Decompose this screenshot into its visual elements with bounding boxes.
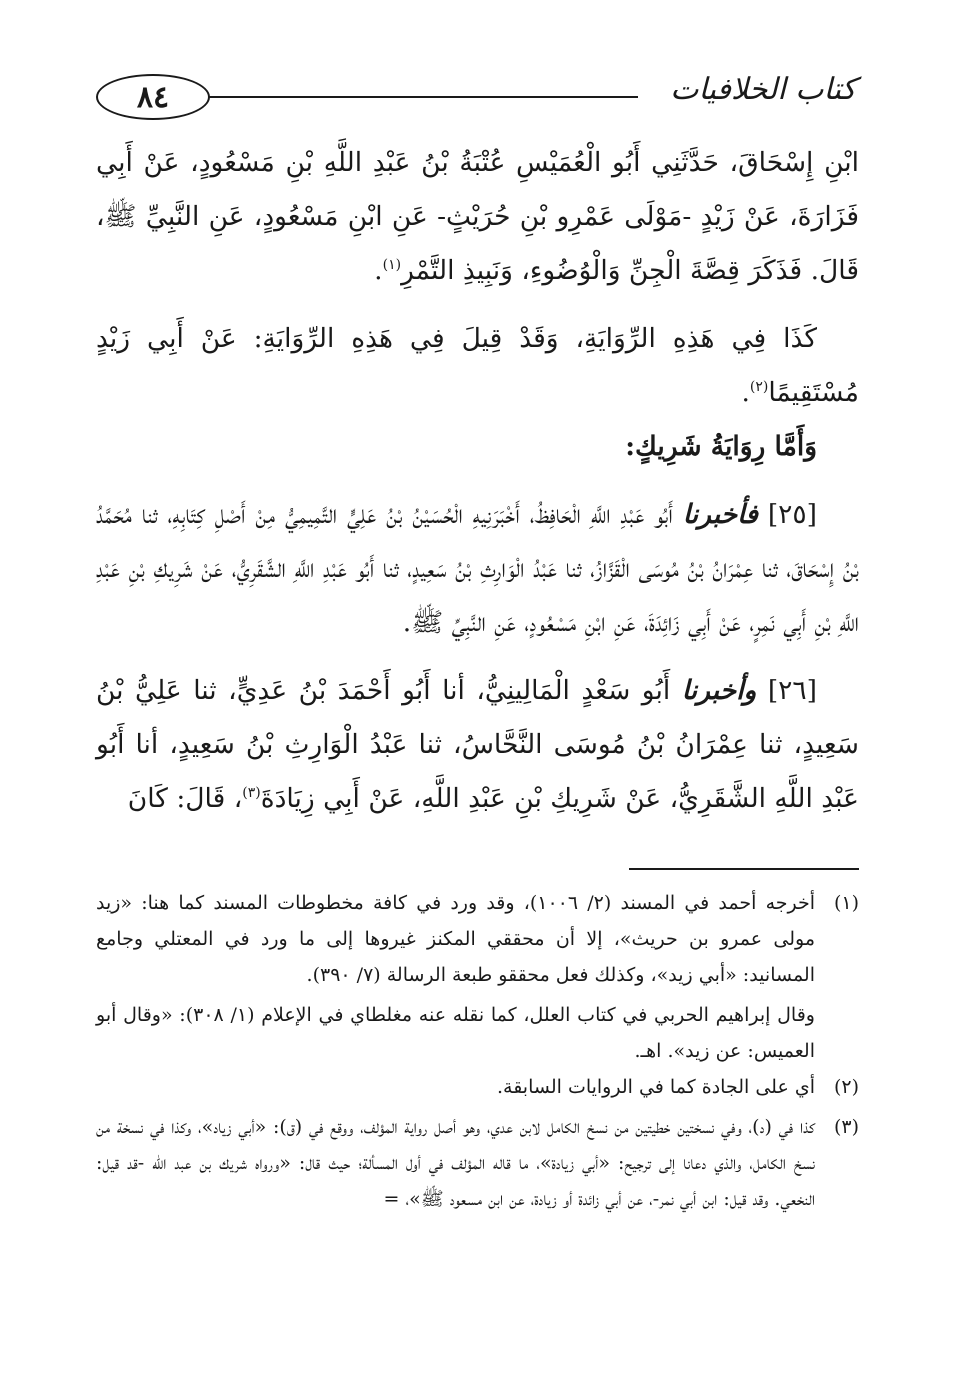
footnote-2 [96, 1069, 859, 1105]
footnote-ref-3[interactable]: (٣) [242, 785, 261, 802]
footnote-1 [96, 885, 859, 993]
book-title: كتاب الخلافيات [670, 72, 856, 107]
footnote-text: أخرجه أحمد في المسند (٢/ ١٠٠٦)، وقد ورد في كافة مخطوطات المسند كما هنا: «زيد مولى عمرو بن حريث»، إلا أن محققي المكنز غيروها إلى ما ورد في المعتلي وجامع المسانيد: «أبي زيد»، وكذلك فعل محققو طبعة الرسالة (٧/ ٣٩٠). [96, 892, 816, 986]
hadith-26: [٢٦] وأخبرنا أَبُو سَعْدٍ الْمَالِينِيُّ، أنا أَبُو أَحْمَدَ بْنُ عَدِيٍّ، ثنا عَلِيُّ بْنُ سَعِيدٍ، ثنا عِمْرَانُ بْنُ مُوسَى النَّحَّاسُ، ثنا عَبْدُ الْوَارِثِ بْنُ سَعِيدٍ، أنا أَبُو عَبْدِ اللَّهِ الشَّقَرِيُّ، عَنْ شَرِيكِ بْنِ عَبْدِ اللَّهِ، عَنْ أَبِي زِيَادَةَ$^{(٣)}$، قَالَ: كَانَ [96, 675, 859, 814]
footnote-text: أي على الجادة كما في الروايات السابقة. [496, 1076, 815, 1098]
page-header [96, 70, 856, 126]
hadith-25-text: أَبُو عَبْدِ اللَّهِ الْحَافِظُ، أَخْبَرَنِيهِ الْحُسَيْنُ بْنُ عَلِيٍّ التَّمِيمِيُّ مِنْ أَصْلِ كِتَابِهِ، ثنا مُحَمَّدُ بْنُ إِسْحَاقَ، ثنا عِمْرَانُ بْنُ مُوسَى الْقَزَّازُ، ثنا عَبْدُ الْوَارِثِ بْنُ سَعِيدٍ، ثنا أَبُو عَبْدِ اللَّهِ الشَّقَرِيُّ، عَنْ شَرِيكِ بْنِ عَبْدِ اللَّهِ بْنِ أَبِي نَمِرٍ، عَنْ أَبِي زَائِدَةَ، عَنِ ابْنِ مَسْعُودٍ، عَنِ النَّبِيِّ ﷺ. [96, 499, 859, 638]
footnote-text: كذا في (د)، وفي نسختين خطيتين من نسخ الكامل لابن عدي، وهو أصل رواية المؤلف، ووقع في (ق): «أبي زياد»، وكذا في نسخة من نسخ الكامل، والذي دعانا إلى ترجيح: «أبي زيادة»، ما قاله المؤلف في أول المسألة؛ حيث قال: «ورواه شريك بن عبد الله -قد قيل: النخعي. وقد قيل: ابن أبي نمر-، عن أبي زائدة أو زيادة، عن ابن مسعود ﷺ»، = [96, 1116, 815, 1210]
footnote-number: (٢) [833, 1076, 859, 1098]
hadith-number-26: [٢٦] [767, 675, 817, 706]
hadith-26-text: أَبُو سَعْدٍ الْمَالِينِيُّ، أنا أَبُو أَحْمَدَ بْنُ عَدِيٍّ، ثنا عَلِيُّ بْنُ سَعِيدٍ، ثنا عِمْرَانُ بْنُ مُوسَى النَّحَّاسُ، ثنا عَبْدُ الْوَارِثِ بْنُ سَعِيدٍ، أنا أَبُو عَبْدِ اللَّهِ الشَّقَرِيُّ، عَنْ شَرِيكِ بْنِ عَبْدِ اللَّهِ، عَنْ أَبِي زِيَادَةَ [96, 675, 859, 814]
footnote-number: (٣) [833, 1116, 859, 1138]
hadith-25-verb: فأخبرنا [682, 499, 758, 530]
footnote-1-continuation: وقال إبراهيم الحربي في كتاب العلل، كما نقله عنه مغلطاي في الإعلام (١/ ٣٠٨): «وقال أبو العميس: عن زيد». اهـ. [96, 1004, 815, 1062]
footnote-separator [629, 868, 859, 870]
header-rule [208, 96, 638, 98]
page-number: ٨٤ [136, 79, 170, 115]
hadith-26-verb: وأخبرنا [681, 675, 757, 706]
main-text [96, 136, 859, 826]
footnote-ref-2[interactable]: (٢) [749, 379, 769, 396]
footnote-ref-1[interactable]: (١) [382, 257, 402, 274]
hadith-number-25: [٢٥] [767, 499, 817, 530]
page-number-oval [96, 74, 210, 120]
footnote-number: (١) [833, 892, 859, 914]
section-heading: وَأَمَّا رِوَايَةُ شَرِيكٍ: [625, 431, 817, 462]
hadith-25 [96, 488, 859, 650]
paragraph-1: ابْنِ إِسْحَاقَ، حَدَّثَنِي أَبُو الْعُمَيْسِ عُتْبَةُ بْنُ عَبْدِ اللَّهِ بْنِ مَسْعُودٍ، عَنْ أَبِي فَزَارَةَ، عَنْ زَيْدٍ -مَوْلَى عَمْرِو بْنِ حُرَيْثٍ- عَنِ ابْنِ مَسْعُودٍ، عَنِ النَّبِيِّ ﷺ، قَالَ. فَذَكَرَ قِصَّةَ الْجِنِّ وَالْوُضُوءِ، وَنَبِيذِ التَّمْرِ$^{(١)}$. [96, 147, 859, 286]
footnote-3 [96, 1109, 859, 1217]
paragraph-2: كَذَا فِي هَذِهِ الرِّوَايَةِ، وَقَدْ قِيلَ فِي هَذِهِ الرِّوَايَةِ: عَنْ أَبِي زَيْدٍ مُسْتَقِيمًا$^{(٢)}$. [96, 323, 859, 408]
footnotes [96, 885, 859, 1217]
